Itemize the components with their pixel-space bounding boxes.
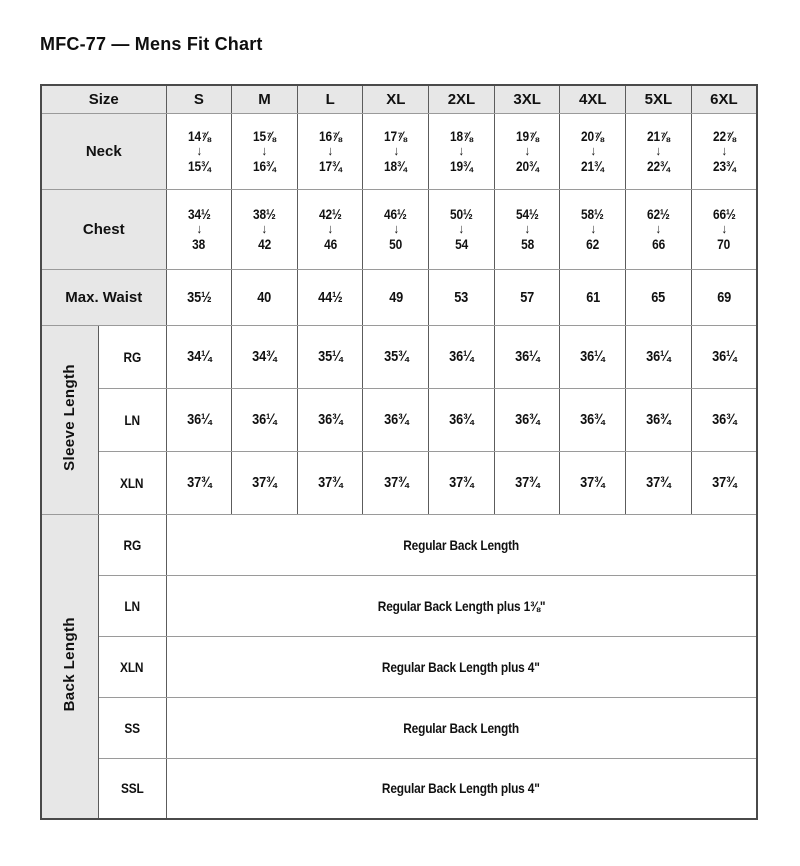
sleeve-xln-cell xyxy=(429,451,495,514)
cell-value: Regular Back Length plus 4" xyxy=(382,658,541,675)
cell-value: 53 xyxy=(454,288,469,306)
sleeve-xln-cell xyxy=(363,451,429,514)
neck-row-label: Neck xyxy=(41,113,166,189)
chest-range-cell xyxy=(691,189,757,269)
range-from: 22⅞ xyxy=(712,127,736,144)
range-from: 18⅞ xyxy=(450,127,473,144)
back-xln-sub-label xyxy=(98,636,166,697)
down-arrow-icon: ↓ xyxy=(458,142,465,158)
cell-value: 37¾ xyxy=(449,474,474,491)
size-col-header: S xyxy=(166,85,232,113)
range-to: 18¾ xyxy=(384,158,408,175)
neck-range-cell xyxy=(429,113,495,189)
neck-range-cell xyxy=(297,113,363,189)
cell-value: 36¼ xyxy=(449,348,474,365)
max-waist-cell xyxy=(429,269,495,325)
sleeve-ln-cell xyxy=(363,388,429,451)
neck-range-cell xyxy=(166,113,232,189)
cell-value: 37¾ xyxy=(317,474,343,491)
sub-label-text: XLN xyxy=(120,474,144,491)
down-arrow-icon: ↓ xyxy=(721,220,727,236)
down-arrow-icon: ↓ xyxy=(524,142,530,158)
cell-value: 36¾ xyxy=(449,411,474,428)
cell-value: 36¾ xyxy=(383,411,408,428)
down-arrow-icon: ↓ xyxy=(458,220,465,236)
cell-value: 49 xyxy=(388,288,403,306)
cell-value: 37¾ xyxy=(186,474,211,491)
cell-value: 34¾ xyxy=(252,348,277,365)
sub-label-text: LN xyxy=(124,597,140,614)
size-col-header: 5XL xyxy=(626,85,692,113)
neck-range-cell xyxy=(560,113,626,189)
range-to: 46 xyxy=(323,236,337,253)
sleeve-rg-cell xyxy=(626,325,692,388)
back-length-ss-row xyxy=(41,697,757,758)
cell-value: 69 xyxy=(716,288,731,306)
sleeve-xln-sub-label xyxy=(98,451,166,514)
cell-value: Regular Back Length xyxy=(403,719,520,736)
range-to: 50 xyxy=(389,236,403,253)
mens-fit-chart-table xyxy=(40,84,758,820)
cell-value: 37¾ xyxy=(580,474,605,491)
sleeve-rg-cell xyxy=(363,325,429,388)
down-arrow-icon: ↓ xyxy=(327,142,333,158)
cell-value: 36¼ xyxy=(186,411,211,428)
max-waist-row-label: Max. Waist xyxy=(41,269,166,325)
sleeve-xln-cell xyxy=(494,451,560,514)
cell-value: 57 xyxy=(520,288,535,306)
cell-value: 36¾ xyxy=(514,411,540,428)
chest-range-cell xyxy=(297,189,363,269)
range-to: 23¾ xyxy=(712,158,736,175)
neck-range-cell xyxy=(232,113,298,189)
range-from: 15⅞ xyxy=(253,127,276,144)
range-to: 58 xyxy=(520,236,534,253)
back-rg-text-cell xyxy=(166,514,757,575)
size-col-header: 4XL xyxy=(560,85,626,113)
range-to: 66 xyxy=(651,236,665,253)
range-from: 46½ xyxy=(384,205,408,222)
sleeve-rg-cell xyxy=(166,325,232,388)
sleeve-ln-cell xyxy=(429,388,495,451)
max-waist-cell xyxy=(363,269,429,325)
back-ssl-sub-label xyxy=(98,758,166,819)
back-length-ln-row xyxy=(41,575,757,636)
size-col-header: M xyxy=(232,85,298,113)
size-col-header: 3XL xyxy=(494,85,560,113)
sleeve-ln-cell xyxy=(297,388,363,451)
chest-range-cell xyxy=(363,189,429,269)
sub-label-text: RG xyxy=(123,536,141,553)
max-waist-cell xyxy=(691,269,757,325)
size-col-header: XL xyxy=(363,85,429,113)
sub-label-text: LN xyxy=(124,411,140,428)
back-length-label-text: Back Length xyxy=(61,616,79,711)
size-col-header: 6XL xyxy=(691,85,757,113)
down-arrow-icon: ↓ xyxy=(261,220,268,236)
down-arrow-icon: ↓ xyxy=(196,142,202,158)
sleeve-rg-cell xyxy=(691,325,757,388)
size-corner-label: Size xyxy=(41,85,166,113)
max-waist-cell xyxy=(232,269,298,325)
range-from: 16⅞ xyxy=(318,127,342,144)
down-arrow-icon: ↓ xyxy=(524,220,530,236)
down-arrow-icon: ↓ xyxy=(590,220,596,236)
down-arrow-icon: ↓ xyxy=(393,142,399,158)
back-xln-text-cell xyxy=(166,636,757,697)
range-from: 14⅞ xyxy=(187,127,211,144)
down-arrow-icon: ↓ xyxy=(655,142,662,158)
cell-value: 37¾ xyxy=(383,474,408,491)
cell-value: Regular Back Length plus 4" xyxy=(382,780,541,797)
range-from: 19⅞ xyxy=(515,127,539,144)
size-col-header: L xyxy=(297,85,363,113)
range-to: 42 xyxy=(258,236,271,253)
back-ln-text-cell xyxy=(166,575,757,636)
cell-value: 36¾ xyxy=(580,411,605,428)
down-arrow-icon: ↓ xyxy=(261,142,268,158)
range-from: 50½ xyxy=(450,205,473,222)
back-ssl-text-cell xyxy=(166,758,757,819)
range-from: 21⅞ xyxy=(647,127,670,144)
cell-value: 37¾ xyxy=(646,474,671,491)
cell-value: Regular Back Length plus 1⅜" xyxy=(377,597,546,614)
back-ss-sub-label xyxy=(98,697,166,758)
range-to: 20¾ xyxy=(515,158,539,175)
range-from: 42½ xyxy=(318,205,342,222)
back-ss-text-cell xyxy=(166,697,757,758)
sleeve-length-ln-row xyxy=(41,388,757,451)
max-waist-cell xyxy=(560,269,626,325)
cell-value: 36¼ xyxy=(711,348,737,365)
range-to: 15¾ xyxy=(187,158,211,175)
range-to: 38 xyxy=(192,236,206,253)
range-to: 17¾ xyxy=(318,158,342,175)
range-to: 62 xyxy=(586,236,600,253)
range-to: 54 xyxy=(455,236,468,253)
range-to: 19¾ xyxy=(450,158,473,175)
chest-range-cell xyxy=(494,189,560,269)
page-title: MFC-77 — Mens Fit Chart xyxy=(40,34,263,54)
cell-value: 40 xyxy=(257,288,272,306)
chest-row xyxy=(41,189,757,269)
range-to: 16¾ xyxy=(253,158,276,175)
down-arrow-icon: ↓ xyxy=(196,220,202,236)
cell-value: Regular Back Length xyxy=(403,536,520,553)
sleeve-ln-cell xyxy=(560,388,626,451)
cell-value: 36¾ xyxy=(317,411,343,428)
cell-value: 36¼ xyxy=(252,411,277,428)
sleeve-xln-cell xyxy=(232,451,298,514)
chest-range-cell xyxy=(626,189,692,269)
range-to: 70 xyxy=(717,236,731,253)
cell-value: 36¼ xyxy=(580,348,605,365)
cell-value: 36¼ xyxy=(646,348,671,365)
sleeve-ln-cell xyxy=(691,388,757,451)
cell-value: 36¾ xyxy=(646,411,671,428)
sleeve-length-xln-row xyxy=(41,451,757,514)
max-waist-cell xyxy=(297,269,363,325)
neck-range-cell xyxy=(626,113,692,189)
back-length-xln-row xyxy=(41,636,757,697)
sleeve-length-rg-row xyxy=(41,325,757,388)
range-to: 22¾ xyxy=(647,158,670,175)
range-from: 58½ xyxy=(581,205,605,222)
down-arrow-icon: ↓ xyxy=(393,220,399,236)
chest-range-cell xyxy=(560,189,626,269)
range-from: 54½ xyxy=(515,205,539,222)
range-from: 66½ xyxy=(712,205,736,222)
sub-label-text: XLN xyxy=(120,658,144,675)
sleeve-ln-cell xyxy=(232,388,298,451)
range-from: 34½ xyxy=(187,205,211,222)
max-waist-cell xyxy=(494,269,560,325)
cell-value: 44½ xyxy=(317,288,343,306)
cell-value: 35¾ xyxy=(383,348,408,365)
cell-value: 37¾ xyxy=(711,474,737,491)
chest-range-cell xyxy=(429,189,495,269)
down-arrow-icon: ↓ xyxy=(721,142,727,158)
sleeve-length-label-text: Sleeve Length xyxy=(61,363,79,471)
sleeve-ln-cell xyxy=(494,388,560,451)
range-from: 38½ xyxy=(253,205,276,222)
table-header-row xyxy=(41,85,757,113)
chest-range-cell xyxy=(166,189,232,269)
sleeve-xln-cell xyxy=(691,451,757,514)
down-arrow-icon: ↓ xyxy=(327,220,333,236)
cell-value: 65 xyxy=(651,288,666,306)
cell-value: 34¼ xyxy=(186,348,211,365)
sleeve-ln-cell xyxy=(166,388,232,451)
range-from: 62½ xyxy=(647,205,670,222)
back-length-rg-row xyxy=(41,514,757,575)
cell-value: 61 xyxy=(585,288,600,306)
down-arrow-icon: ↓ xyxy=(655,220,662,236)
back-rg-sub-label xyxy=(98,514,166,575)
size-col-header: 2XL xyxy=(429,85,495,113)
sleeve-ln-sub-label xyxy=(98,388,166,451)
back-length-ssl-row xyxy=(41,758,757,819)
cell-value: 35¼ xyxy=(317,348,343,365)
sleeve-rg-cell xyxy=(429,325,495,388)
cell-value: 37¾ xyxy=(252,474,277,491)
max-waist-cell xyxy=(166,269,232,325)
neck-row xyxy=(41,113,757,189)
down-arrow-icon: ↓ xyxy=(590,142,596,158)
sleeve-xln-cell xyxy=(560,451,626,514)
neck-range-cell xyxy=(363,113,429,189)
max-waist-cell xyxy=(626,269,692,325)
sleeve-rg-sub-label xyxy=(98,325,166,388)
cell-value: 36¼ xyxy=(514,348,540,365)
neck-range-cell xyxy=(691,113,757,189)
range-from: 20⅞ xyxy=(581,127,605,144)
max-waist-row xyxy=(41,269,757,325)
sleeve-rg-cell xyxy=(297,325,363,388)
sleeve-rg-cell xyxy=(560,325,626,388)
sub-label-text: RG xyxy=(123,348,141,365)
sleeve-xln-cell xyxy=(297,451,363,514)
sub-label-text: SSL xyxy=(120,780,144,797)
back-length-section-label xyxy=(41,514,98,819)
sleeve-ln-cell xyxy=(626,388,692,451)
neck-range-cell xyxy=(494,113,560,189)
cell-value: 35½ xyxy=(186,288,211,306)
cell-value: 37¾ xyxy=(514,474,540,491)
sleeve-length-section-label xyxy=(41,325,98,514)
chest-row-label: Chest xyxy=(41,189,166,269)
chest-range-cell xyxy=(232,189,298,269)
sleeve-rg-cell xyxy=(494,325,560,388)
sleeve-xln-cell xyxy=(626,451,692,514)
sleeve-xln-cell xyxy=(166,451,232,514)
range-from: 17⅞ xyxy=(384,127,408,144)
range-to: 21¾ xyxy=(581,158,605,175)
cell-value: 36¾ xyxy=(711,411,737,428)
back-ln-sub-label xyxy=(98,575,166,636)
sub-label-text: SS xyxy=(124,719,140,736)
sleeve-rg-cell xyxy=(232,325,298,388)
